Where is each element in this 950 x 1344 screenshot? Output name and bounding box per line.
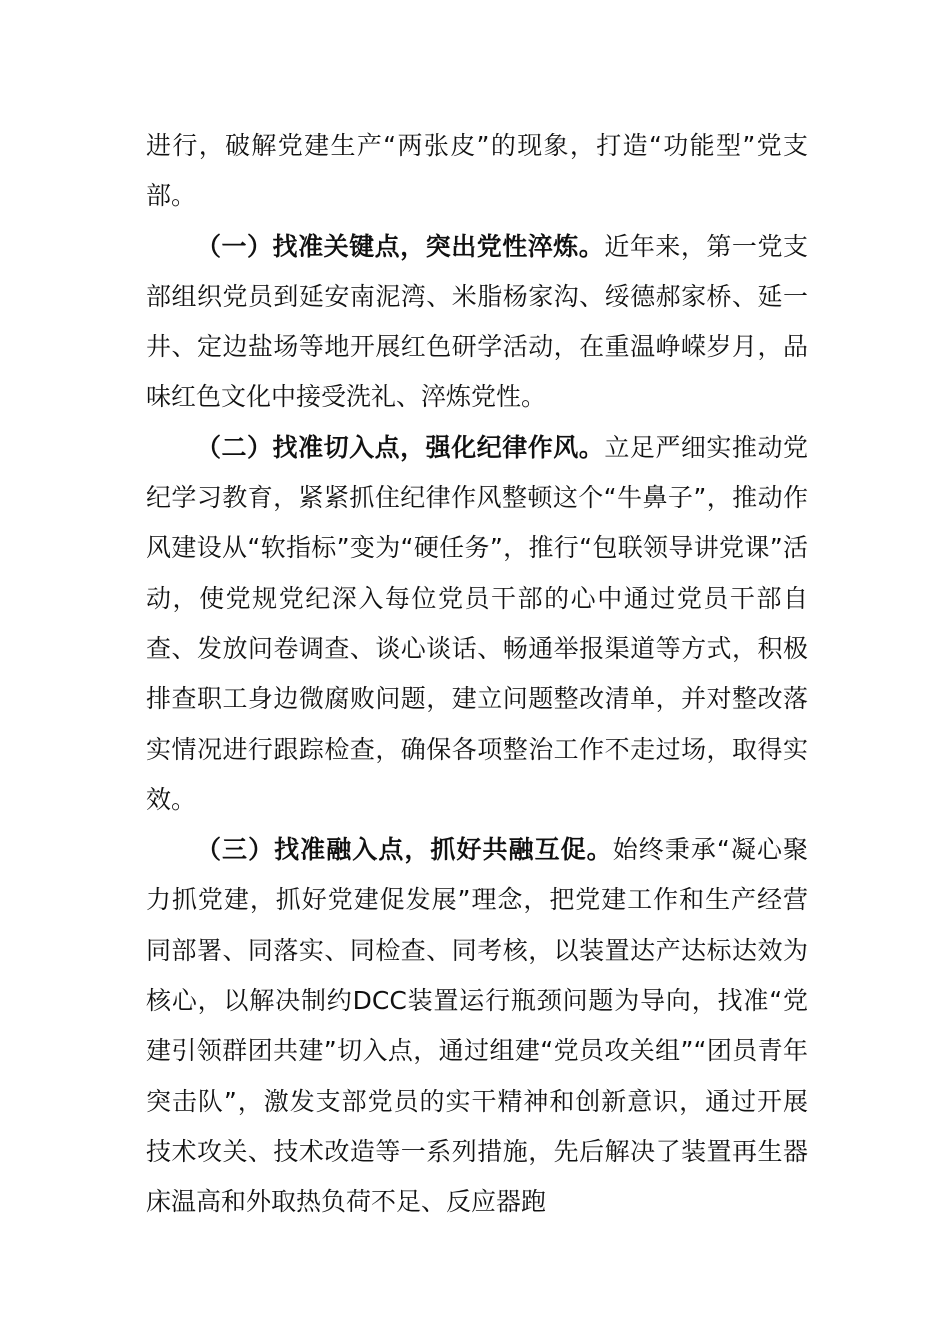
section-heading-1: （一）找准关键点，突出党性淬炼。: [196, 231, 605, 261]
section-body-2: 立足严细实推动党纪学习教育，紧紧抓住纪律作风整顿这个“牛鼻子”，推动作风建设从“软指标”变为“硬任务”，推行“包联领导讲党课”活动，使党规党纪深入每位党员干部的心中通过党员干部自查、发放问卷调查、谈心谈话、畅通举报渠道等方式，积极排查职工身边微腐败问题，建立问题整改清单，并对整改落实情况进行跟踪检查，确保各项整治工作不走过场，取得实效。: [146, 432, 808, 814]
section-body-3: 始终秉承“凝心聚力抓党建，抓好党建促发展”理念，把党建工作和生产经营同部署、同落实、同检查、同考核，以装置达产达标达效为核心，以解决制约DCC装置运行瓶颈问题为导向，找准“党建引领群团共建”切入点，通过组建“党员攻关组”“团员青年突击队”，激发支部党员的实干精神和创新意识，通过开展技术攻关、技术改造等一系列措施，先后解决了装置再生器床温高和外取热负荷不足、反应器跑: [146, 835, 808, 1217]
document-body: [146, 121, 808, 1228]
section-paragraph-2: [146, 423, 808, 825]
section-paragraph-3: [146, 825, 808, 1227]
section-paragraph-1: [146, 222, 808, 423]
section-heading-2: （二）找准切入点，强化纪律作风。: [196, 432, 605, 462]
section-heading-3: （三）找准融入点，抓好共融互促。: [196, 835, 613, 865]
continuation-paragraph: 进行，破解党建生产“两张皮”的现象，打造“功能型”党支部。: [146, 131, 808, 211]
section-body-1: 近年来，第一党支部组织党员到延安南泥湾、米脂杨家沟、绥德郝家桥、延一井、定边盐场等地开展红色研学活动，在重温峥嵘岁月，品味红色文化中接受洗礼、淬炼党性。: [146, 231, 808, 412]
